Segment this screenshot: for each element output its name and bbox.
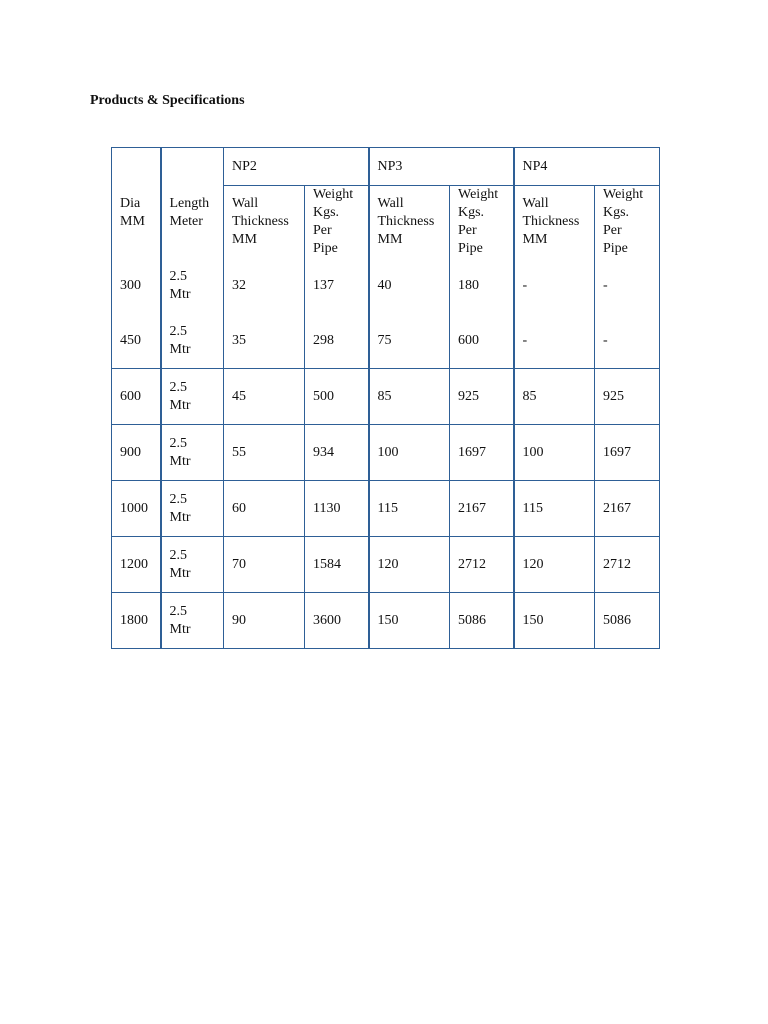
np4-wall-cell: 85: [514, 369, 595, 425]
wall-header-line: Thickness: [232, 214, 289, 229]
np2-wall-cell: 70: [224, 537, 305, 593]
length-cell: [161, 537, 224, 593]
np4-weight-cell: 925: [595, 369, 660, 425]
length-value: 2.5: [169, 603, 187, 619]
group-header-np2: NP2: [224, 148, 369, 186]
dia-header: [112, 148, 161, 259]
np4-weight-cell: 5086: [595, 593, 660, 649]
wall-header-line: MM: [232, 232, 257, 247]
dia-cell: 1000: [112, 481, 161, 537]
table-row: [112, 369, 660, 425]
length-cell: [161, 425, 224, 481]
weight-header-line: Per: [603, 223, 622, 238]
np4-wall-cell: 115: [514, 481, 595, 537]
length-cell: [161, 369, 224, 425]
wall-header-line: MM: [377, 232, 403, 247]
np3-weight-cell: 1697: [450, 425, 514, 481]
np3-weight-cell: 2167: [450, 481, 514, 537]
np4-wall-cell: -: [514, 258, 595, 313]
np2-wall-cell: 90: [224, 593, 305, 649]
np3-wall-cell: 150: [369, 593, 450, 649]
table-row: [112, 481, 660, 537]
wall-thickness-header: [224, 186, 305, 259]
length-value: 2.5: [169, 435, 187, 451]
weight-header-line: Pipe: [603, 241, 628, 256]
dia-cell: 1200: [112, 537, 161, 593]
np2-wall-cell: 60: [224, 481, 305, 537]
weight-header-line: Kgs.: [603, 205, 630, 220]
length-value: 2.5: [169, 268, 187, 284]
weight-header-line: Pipe: [458, 241, 483, 256]
wall-header-line: Wall: [522, 196, 549, 211]
np2-wall-cell: 55: [224, 425, 305, 481]
group-header-row: [112, 148, 660, 186]
weight-header-line: Per: [458, 223, 477, 238]
weight-header-line: Per: [313, 223, 332, 238]
length-unit: Mtr: [169, 621, 191, 637]
np2-weight-cell: 3600: [305, 593, 369, 649]
np2-weight-cell: 500: [305, 369, 369, 425]
np4-weight-cell: -: [595, 313, 660, 369]
np2-weight-cell: 298: [305, 313, 369, 369]
table-row: [112, 313, 660, 369]
weight-header-line: Weight: [313, 187, 354, 202]
np2-wall-cell: 35: [224, 313, 305, 369]
dia-cell: 900: [112, 425, 161, 481]
page-title: Products & Specifications: [90, 93, 245, 108]
weight-header-line: Kgs.: [458, 205, 485, 220]
dia-cell: 300: [112, 258, 161, 313]
weight-header: [450, 186, 514, 259]
weight-header: [305, 186, 369, 259]
np3-weight-cell: 925: [450, 369, 514, 425]
np2-weight-cell: 1130: [305, 481, 369, 537]
np2-wall-cell: 45: [224, 369, 305, 425]
np3-wall-cell: 115: [369, 481, 450, 537]
table-row: [112, 537, 660, 593]
length-header: [161, 148, 224, 259]
weight-header: [595, 186, 660, 259]
table-row: [112, 258, 660, 313]
wall-header-line: Wall: [377, 196, 404, 211]
length-unit: Mtr: [169, 453, 191, 469]
np3-weight-cell: 600: [450, 313, 514, 369]
np3-wall-cell: 75: [369, 313, 450, 369]
np4-weight-cell: 2167: [595, 481, 660, 537]
dia-header-line: MM: [120, 214, 145, 229]
weight-header-line: Weight: [458, 187, 499, 202]
dia-cell: 600: [112, 369, 161, 425]
length-value: 2.5: [169, 379, 187, 395]
np2-weight-cell: 934: [305, 425, 369, 481]
length-cell: [161, 313, 224, 369]
length-unit: Mtr: [169, 341, 191, 357]
wall-thickness-header: [369, 186, 450, 259]
dia-header-line: Dia: [120, 196, 141, 211]
length-value: 2.5: [169, 491, 187, 507]
length-value: 2.5: [169, 547, 187, 563]
wall-header-line: Thickness: [377, 214, 435, 229]
group-header-np4: NP4: [514, 148, 660, 186]
specifications-table: [111, 147, 660, 649]
length-unit: Mtr: [169, 286, 191, 302]
np3-weight-cell: 5086: [450, 593, 514, 649]
np4-wall-cell: -: [514, 313, 595, 369]
wall-header-line: Thickness: [522, 214, 580, 229]
np3-wall-cell: 85: [369, 369, 450, 425]
np4-weight-cell: -: [595, 258, 660, 313]
np3-weight-cell: 2712: [450, 537, 514, 593]
np4-wall-cell: 150: [514, 593, 595, 649]
length-unit: Mtr: [169, 397, 191, 413]
np4-wall-cell: 120: [514, 537, 595, 593]
wall-header-line: MM: [522, 232, 548, 247]
np3-wall-cell: 120: [369, 537, 450, 593]
wall-thickness-header: [514, 186, 595, 259]
length-cell: [161, 258, 224, 313]
weight-header-line: Kgs.: [313, 205, 340, 220]
table-row: [112, 593, 660, 649]
table-row: [112, 425, 660, 481]
wall-header-line: Wall: [232, 196, 259, 211]
np2-weight-cell: 137: [305, 258, 369, 313]
np3-wall-cell: 100: [369, 425, 450, 481]
length-cell: [161, 593, 224, 649]
np4-weight-cell: 2712: [595, 537, 660, 593]
dia-cell: 450: [112, 313, 161, 369]
length-header-line: Length: [169, 196, 210, 211]
length-unit: Mtr: [169, 509, 191, 525]
np3-wall-cell: 40: [369, 258, 450, 313]
weight-header-line: Pipe: [313, 241, 338, 256]
np4-weight-cell: 1697: [595, 425, 660, 481]
length-header-line: Meter: [169, 214, 203, 229]
length-cell: [161, 481, 224, 537]
length-value: 2.5: [169, 323, 187, 339]
weight-header-line: Weight: [603, 187, 644, 202]
group-header-np3: NP3: [369, 148, 514, 186]
np2-weight-cell: 1584: [305, 537, 369, 593]
length-unit: Mtr: [169, 565, 191, 581]
np3-weight-cell: 180: [450, 258, 514, 313]
np2-wall-cell: 32: [224, 258, 305, 313]
np4-wall-cell: 100: [514, 425, 595, 481]
dia-cell: 1800: [112, 593, 161, 649]
